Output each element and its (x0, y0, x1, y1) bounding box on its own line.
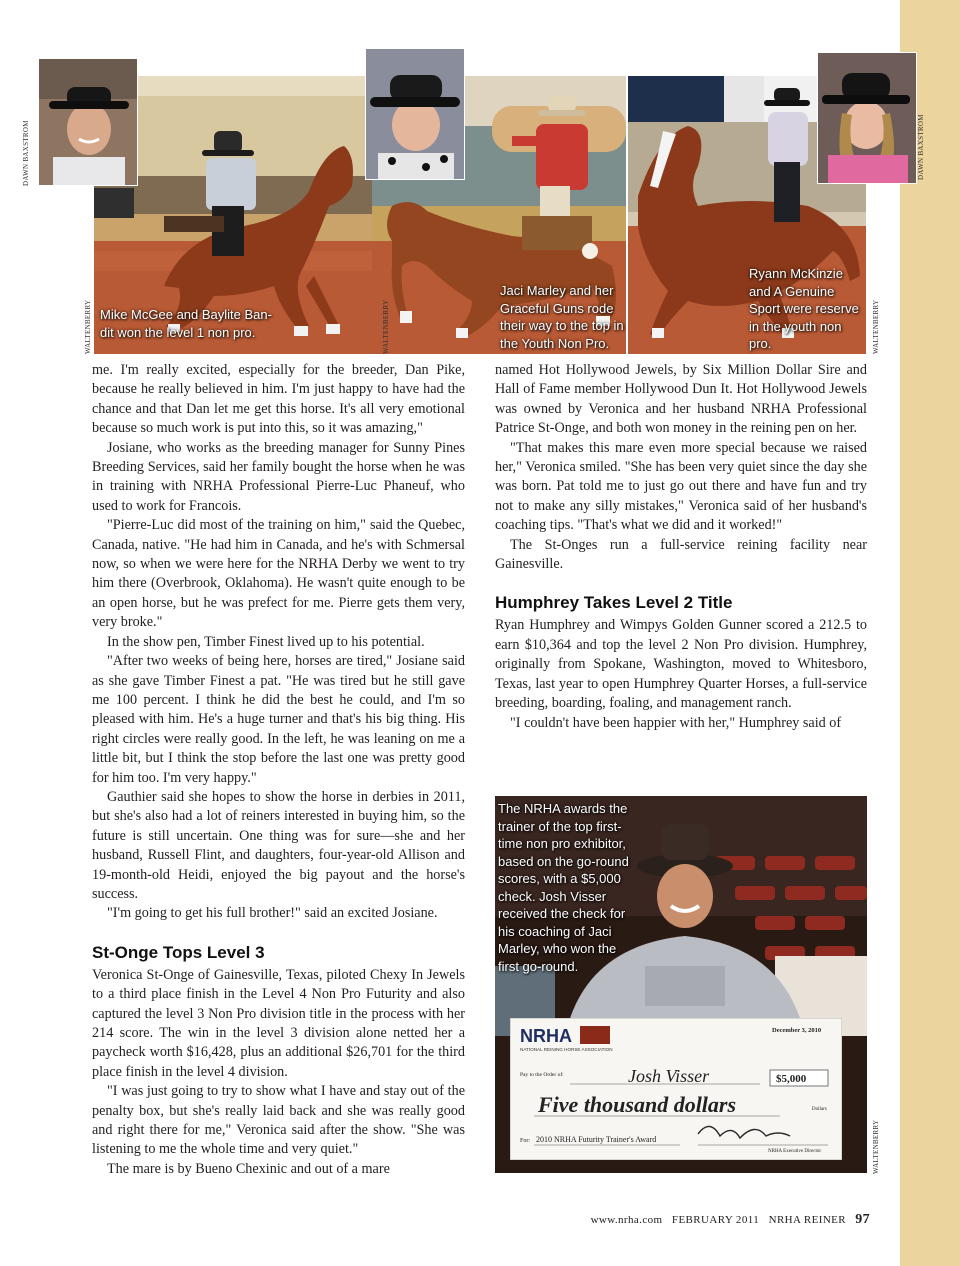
article-paragraph: In the show pen, Timber Finest lived up to his potential. (107, 633, 425, 650)
article-paragraph: The St-Onges run a full-service reining facility near Gainesville. (495, 536, 867, 573)
check-amount: $5,000 (776, 1073, 807, 1085)
article-paragraph: me. I'm really excited, especially for the breeder, Dan Pike, because he really believed in him. I'm just happy to have had the chance and that Dan let me get this horse. It's all very emotional because so much work is put into this, so it was amazing," (92, 362, 465, 437)
section-heading: St-Onge Tops Level 3 (92, 942, 265, 962)
caption-ryann-mckinzie: Ryann McKinzie and A Genuine Sport were reserve in the youth non pro. (749, 266, 859, 351)
check-amount-words: Five thousand dollars (538, 1092, 737, 1117)
footer-url[interactable]: www.nrha.com (590, 1214, 663, 1226)
photo-credit: WALTENBERRY (872, 299, 880, 354)
article-paragraph: "I'm going to get his full brother!" said an excited Josiane. (107, 905, 438, 922)
page-edge-band (900, 0, 960, 1266)
article-column-right (495, 361, 867, 733)
article-paragraph: "I was just going to try to show what I have and stay out of the penalty box, but she's really laid back and she was really good and right there for me," Veronica said after the show. "She was listening to me the whole time and very quiet." (92, 1083, 465, 1158)
check-memo-label: For: (520, 1138, 531, 1144)
section-heading: Humphrey Takes Level 2 Title (495, 593, 733, 613)
article-paragraph: The mare is by Bueno Chexinic and out of a mare (107, 1160, 390, 1177)
article-paragraph: "After two weeks of being here, horses are tired," Josiane said as she gave Timber Finest a pat. "He was tired but he still gave me 100 percent. I think he did the best he could, and I'm so pleased with him. He's a huge turner and that's his big thing. His right circles were really good. In the left, he was leaning on me a little bit, but I think the stop before the last one was pretty good for him too. I'm very happy." (92, 653, 465, 786)
check-org-logo: NRHA (520, 1026, 572, 1046)
check-currency: Dollars (812, 1107, 827, 1112)
photo-credit: DAWN BAXSTROM (22, 120, 30, 186)
check-date: December 3, 2010 (772, 1027, 822, 1034)
caption-mike-mcgee: Mike McGee and Baylite Ban-dit won the level 1 non pro. (100, 307, 272, 340)
footer-issue: FEBRUARY 2011 (671, 1214, 760, 1226)
article-paragraph: "Pierre-Luc did most of the training on him," said the Quebec, Canada, native. "He had him in Canada, and he's with Schmersal now, so when we were here for the NRHA Derby we went to try him there (Overbrook, Oklahoma). He wasn't quite enough to be an open horse, but he was prefect for me. Pierre gets them very, very broke." (92, 517, 465, 631)
award-check (510, 1018, 842, 1160)
photo-credit: WALTENBERRY (872, 1119, 880, 1174)
caption-josh-visser: The NRHA awards the trainer of the top first-time non pro exhibitor, based on the go-round scores, with a $5,000 check. Josh Visser received the check for his coaching of Jaci Marley, who won the first go-round. (498, 801, 629, 974)
portrait-ryann-mckinzie (817, 52, 917, 184)
caption-jaci-marley: Jaci Marley and her Graceful Guns rode their way to the top in the Youth Non Pro. (500, 283, 624, 351)
photo-credit: WALTENBERRY (382, 299, 390, 354)
check-payee-label: Pay to the Order of: (520, 1072, 564, 1078)
article-column-left (92, 361, 465, 1179)
article-paragraph: "I couldn't have been happier with her," Humphrey said of (510, 714, 842, 731)
horse-logo-icon (580, 1026, 610, 1044)
article-paragraph: Gauthier said she hopes to show the horse in derbies in 2011, but she's also had a lot of reiners interested in buying him, so the future is still uncertain. One thing was for sure—she and her husband, Russell Flint, and daughters, four-year-old Allison and 19-month-old Heidi, enjoyed the big payout and the horse's success. (92, 788, 465, 902)
article-paragraph: Ryan Humphrey and Wimpys Golden Gunner scored a 212.5 to earn $10,364 and top the level 2 Non Pro division. Humphrey, originally from Spokane, Washington, moved to Whitesboro, Texas, last year to open Humphrey Quarter Horses, a full-service breeding, boarding, foaling, and management ranch. (495, 617, 867, 712)
page-footer (560, 1212, 870, 1228)
check-memo: 2010 NRHA Futurity Trainer's Award (536, 1135, 657, 1144)
footer-publication: NRHA REINER (768, 1214, 847, 1226)
check-payee: Josh Visser (628, 1066, 710, 1086)
portrait-jaci-marley (365, 48, 465, 180)
page-number: 97 (855, 1212, 870, 1227)
article-paragraph: "That makes this mare even more special because we raised her," Veronica smiled. "She has been very quiet since the day she was born. Pat told me to just go out there and have fun and try not to make any silly mistakes," Veronica said of her husband's coaching tips. "That's what we did and it worked!" (495, 439, 867, 534)
check-org-sub: NATIONAL REINING HORSE ASSOCIATION (520, 1047, 613, 1052)
article-paragraph: Josiane, who works as the breeding manager for Sunny Pines Breeding Services, said her family bought the horse when he was in training with NRHA Professional Pierre-Luc Phaneuf, who used to work for Francois. (92, 439, 465, 514)
photo-credit: WALTENBERRY (84, 299, 92, 354)
check-signer: NRHA Executive Director (768, 1149, 822, 1154)
photo-credit: DAWN BAXSTROM (917, 114, 925, 180)
article-paragraph: named Hot Hollywood Jewels, by Six Million Dollar Sire and Hall of Fame member Hollywood Dun It. Hot Hollywood Jewels was owned by Veronica and her husband NRHA Professional Patrice St-Onge, and both won money in the reining pen on her. (495, 362, 867, 437)
portrait-mike-mcgee (38, 58, 138, 186)
article-paragraph: Veronica St-Onge of Gainesville, Texas, piloted Chexy In Jewels to a third place finish in the Level 4 Non Pro Futurity and also captured the level 3 Non Pro division title in the process with her 214 score. The win in the level 3 division alone netted her a paycheck worth $16,428, plus an additional $26,701 for the third place finish in the level 4 division. (92, 966, 465, 1080)
